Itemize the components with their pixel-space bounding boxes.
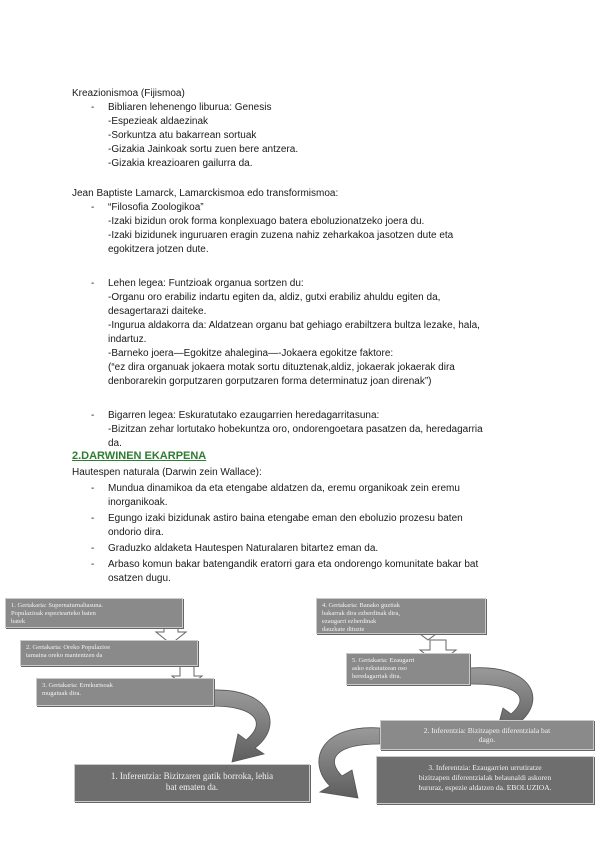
bullet-dash: - <box>91 102 95 113</box>
section3-line: (“ez dira organuak jokaera motak sortu dituztenak,aldiz, jokaerak jokaerak dira <box>108 362 455 373</box>
section2-title: Jean Baptiste Lamarck, Lamarckismoa edo transformismoa: <box>72 188 339 199</box>
section5-subtitle: Hautespen naturala (Darwin zein Wallace): <box>72 467 262 478</box>
section3-line: -Organu oro erabiliz indartu egiten da, aldiz, gutxi erabiliz ahuldu egiten da, <box>108 292 441 303</box>
inference-line: bizitzapen diferentzialak belaunaldi askoren <box>418 773 552 782</box>
section5-bullet-cont: inorganikoak. <box>108 497 168 508</box>
inference-line: 1. Inferentzia: Bizitzaren gatik borroka, lehia <box>110 771 274 781</box>
section5-bullet: Egungo izaki bizidunak astiro baina etengabe eman den eboluzio prozesu baten <box>108 513 463 524</box>
inference-line: bat ematen da. <box>165 782 219 792</box>
fact-line: 2. Gertakaria: Oreko Populazioe <box>26 644 111 651</box>
section4-bullet: Bigarren legea: Eskuratutako ezaugarrien heredagarritasuna: <box>108 410 380 421</box>
fact-line: tamaina oreko mantentzen da <box>26 652 103 659</box>
fact-line: dauzkate dituzte <box>322 626 365 633</box>
inference-line: bururaz, espezie aldatzen da. EBOLUZIOA. <box>418 783 552 792</box>
section3-line: -Barneko joera—Egokitze ahalegina—-Jokaera egokitze faktore: <box>108 348 394 359</box>
section3-bullet: Lehen legea: Funtzioak organua sortzen du: <box>108 278 304 289</box>
fact-box-5 <box>346 653 470 685</box>
fact-line: ezaugarri ezberdinak <box>322 618 377 625</box>
bullet-dash: - <box>91 410 95 421</box>
fact-box-1 <box>5 598 183 628</box>
fact-line: bakarrak dira ezberdinak dira, <box>322 610 400 617</box>
section1-line: -Espezieak aldaezinak <box>108 116 209 127</box>
section2-bullet: “Filosofia Zoologikoa” <box>108 202 204 213</box>
inference-box-2 <box>380 720 594 750</box>
section2-line: -Izaki bizidun orok forma konplexuago batera eboluzionatzeko joera du. <box>108 216 425 227</box>
bullet-dash: - <box>91 559 95 570</box>
section5-bullet: Graduzko aldaketa Hautespen Naturalaren bitartez eman da. <box>108 543 379 554</box>
section1-bullet: Bibliaren lehenengo liburua: Genesis <box>108 102 272 113</box>
fact-line: Populazioak espeziearteko baten <box>11 610 96 617</box>
bullet-dash: - <box>91 202 95 213</box>
curved-arrow-icon <box>319 728 380 798</box>
inference-line: 3. Inferentzia: Ezaugarrien urrutiratze <box>428 763 542 772</box>
section3-line: -Ingurua aldakorra da: Aldatzean organu bat gehiago erabiltzera bultza lezake, hala, <box>108 320 480 331</box>
section2-line: -Izaki bizidunek inguruaren eragin zuzena nahiz zeharkakoa jasotzen dute eta <box>108 230 454 241</box>
fact-line: mugatuak dira. <box>42 690 81 697</box>
section5-bullet-cont: osatzen dugu. <box>108 573 171 584</box>
section1-line: -Gizakia kreazioaren gailurra da. <box>108 158 253 169</box>
fact-line: 1. Gertakaria: Supernaturnaltasuna. <box>11 602 104 609</box>
curved-arrow-icon <box>212 690 270 762</box>
fact-box-3 <box>36 678 214 706</box>
fact-line: 5. Gertakaria: Ezaugarri <box>352 657 415 664</box>
bullet-dash: - <box>91 278 95 289</box>
inference-box-1 <box>74 764 310 802</box>
section1-line: -Gizakia Jainkoak sortu zuen bere antzera. <box>108 144 299 155</box>
section1-title: Kreazionismoa (Fijismoa) <box>72 88 185 99</box>
section3-line: desagertarazi daiteke. <box>108 306 207 317</box>
section4-line: -Bizitzan zehar lortutako hobekuntza oro, ondorengoetara pasatzen da, heredagarria <box>108 424 483 435</box>
bullet-dash: - <box>91 483 95 494</box>
section2-line: egokitzera jotzen dute. <box>108 244 209 255</box>
fact-line: batek <box>11 618 26 625</box>
bullet-dash: - <box>91 513 95 524</box>
fact-line: heredagarriak dira. <box>352 673 402 680</box>
section5-bullet-cont: ondorio dira. <box>108 527 164 538</box>
section3-line: denborarekin gorputzaren gorputzaren forma determinatuz joan direnak”) <box>108 376 432 387</box>
section5-bullet: Arbaso komun bakar batengandik eratorri gara eta ondorengo komunitate bakar bat <box>108 559 479 570</box>
section5-bullet: Mundua dinamikoa da eta etengabe aldatzen da, eremu organikoak zein eremu <box>108 483 460 494</box>
inference-line: 2. Inferentzia: Bizitzapen diferentziala bat <box>423 726 551 735</box>
fact-line: 3. Gertakaria: Errekurtsoak <box>42 682 113 689</box>
section1-line: -Sorkuntza atu bakarrean sortuak <box>108 130 257 141</box>
inference-line: dago. <box>478 735 496 744</box>
fact-line: asko ezkutatzean oso <box>352 665 407 672</box>
darwin-heading: 2.DARWINEN EKARPENA <box>72 450 207 462</box>
fact-box-4 <box>316 598 486 634</box>
fact-box-2 <box>20 640 198 666</box>
section3-line: indartuz. <box>108 334 147 345</box>
bullet-dash: - <box>91 543 95 554</box>
fact-line: 4. Gertakaria: Banako guztiak <box>322 602 400 609</box>
section4-line: da. <box>108 438 122 449</box>
inference-box-3 <box>376 756 594 804</box>
